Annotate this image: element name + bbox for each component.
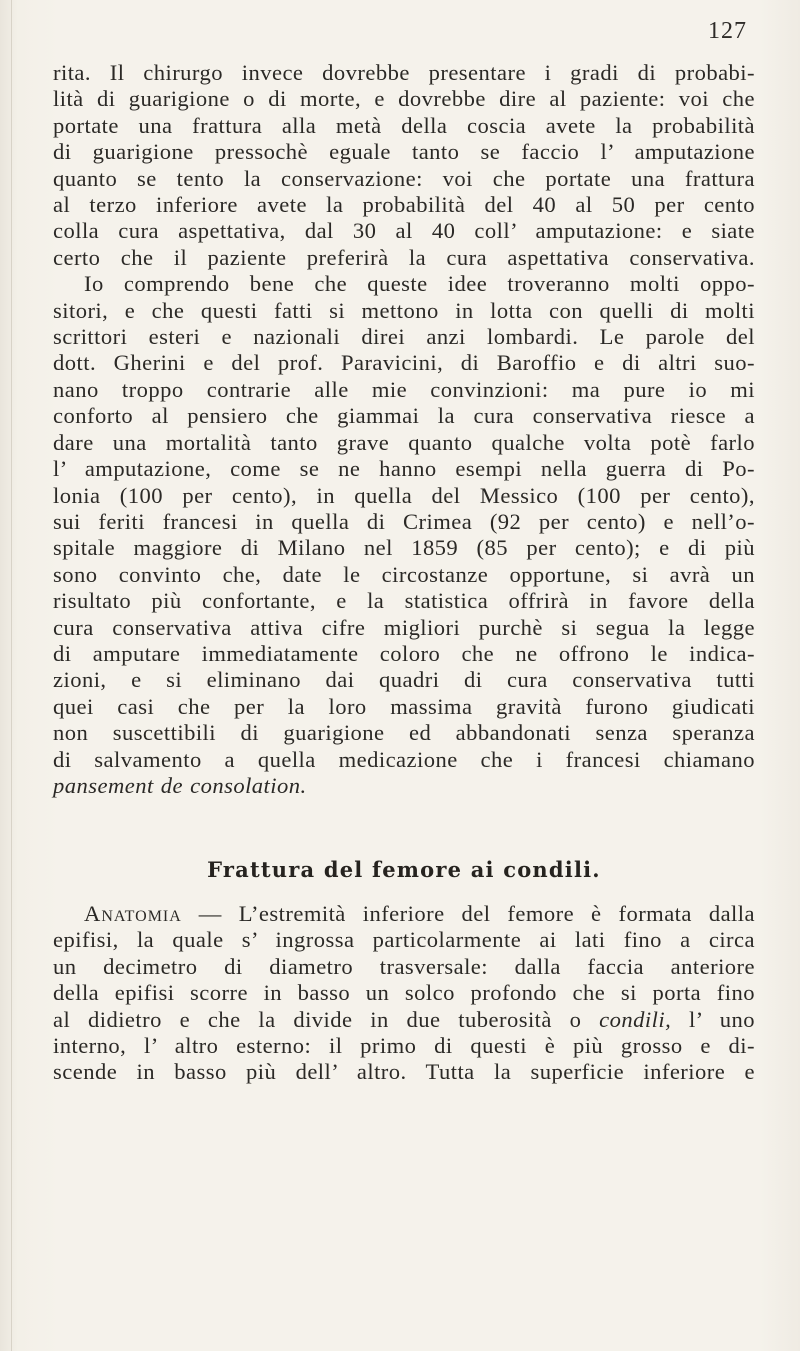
- text-line: [53, 1007, 755, 1033]
- text-line: rita. Il chirurgo invece dovrebbe presentare i gradi di probabi-: [53, 60, 755, 85]
- text-line: epifisi, la quale s’ ingrossa particolarmente ai lati fino a circa: [53, 927, 755, 953]
- text-run: al didietro e che la divide in due tuberosità o: [53, 1006, 600, 1032]
- text-line: non suscettibili di guarigione ed abbandonati senza speranza: [53, 720, 755, 746]
- text-line: sono convinto che, date le circostanze opportune, si avrà un: [53, 561, 755, 587]
- text-line: cura conservativa attiva cifre migliori purchè si segua la legge: [53, 614, 755, 640]
- text-line: portate una frattura alla metà della coscia avete la probabilità: [53, 112, 755, 138]
- text-line: nano troppo contrarie alle mie convinzioni: ma pure io mi: [53, 376, 755, 402]
- smallcaps-lead: Anatomia: [84, 901, 182, 926]
- text-line: lità di guarigione o di morte, e dovrebbe dire al paziente: voi che: [53, 86, 755, 112]
- text-line: colla cura aspettativa, dal 30 al 40 coll’ amputazione: e siate: [53, 218, 755, 244]
- text-line: di guarigione pressochè eguale tanto se faccio l’ amputazione: [53, 139, 755, 165]
- text-line: quanto se tento la conservazione: voi che portate una frattura: [53, 165, 755, 191]
- text-line: Io comprendo bene che queste idee troveranno molti oppo-: [84, 271, 755, 297]
- text-line: sitori, e che questi fatti si mettono in lotta con quelli di molti: [53, 297, 755, 323]
- text-line: zioni, e si eliminano dai quadri di cura conservativa tutti: [53, 667, 755, 693]
- text-line: lonia (100 per cento), in quella del Messico (100 per cento),: [53, 482, 755, 508]
- text-line: della epifisi scorre in basso un solco profondo che si porta fino: [53, 980, 755, 1006]
- italic-phrase: pansement de consolation.: [53, 772, 307, 798]
- page-edge-shadow: [11, 0, 12, 1351]
- section-heading: Frattura del femore ai condili.: [207, 857, 601, 882]
- text-line: quei casi che per la loro massima gravità furono giudicati: [53, 693, 755, 719]
- text-line: dare una mortalità tanto grave quanto qualche volta potè farlo: [53, 429, 755, 455]
- text-line-italic: [53, 773, 755, 799]
- text-run: l’ uno: [671, 1006, 755, 1032]
- text-line: dott. Gherini e del prof. Paravicini, di Baroffio e di altri suo-: [53, 350, 755, 376]
- body-text-upper: [53, 60, 755, 799]
- text-line: [53, 901, 755, 927]
- text-line: di salvamento a quella medicazione che i francesi chiamano: [53, 746, 755, 772]
- text-line: interno, l’ altro esterno: il primo di questi è più grosso e di-: [53, 1033, 755, 1059]
- text-run: — L’estremità inferiore del femore è formata dalla: [181, 901, 755, 926]
- text-line: l’ amputazione, come se ne hanno esempi nella guerra di Po-: [53, 456, 755, 482]
- text-line: risultato più confortante, e la statistica offrirà in favore della: [53, 588, 755, 614]
- text-line: di amputare immediatamente coloro che ne offrono le indica-: [53, 640, 755, 666]
- text-line: certo che il paziente preferirà la cura aspettativa conservativa.: [53, 244, 755, 270]
- text-line: un decimetro di diametro trasversale: dalla faccia anteriore: [53, 953, 755, 979]
- body-text-lower: [53, 901, 755, 1086]
- text-line: al terzo inferiore avete la probabilità del 40 al 50 per cento: [53, 192, 755, 218]
- page-number: 127: [708, 18, 747, 44]
- text-line: sui feriti francesi in quella di Crimea (92 per cento) e nell’o-: [53, 508, 755, 534]
- text-line: conforto al pensiero che giammai la cura conservativa riesce a: [53, 403, 755, 429]
- text-line: scende in basso più dell’ altro. Tutta la superficie inferiore e: [53, 1059, 755, 1085]
- text-line: spitale maggiore di Milano nel 1859 (85 per cento); e di più: [53, 535, 755, 561]
- italic-word: condili,: [599, 1006, 672, 1032]
- text-line: scrittori esteri e nazionali direi anzi lombardi. Le parole del: [53, 324, 755, 350]
